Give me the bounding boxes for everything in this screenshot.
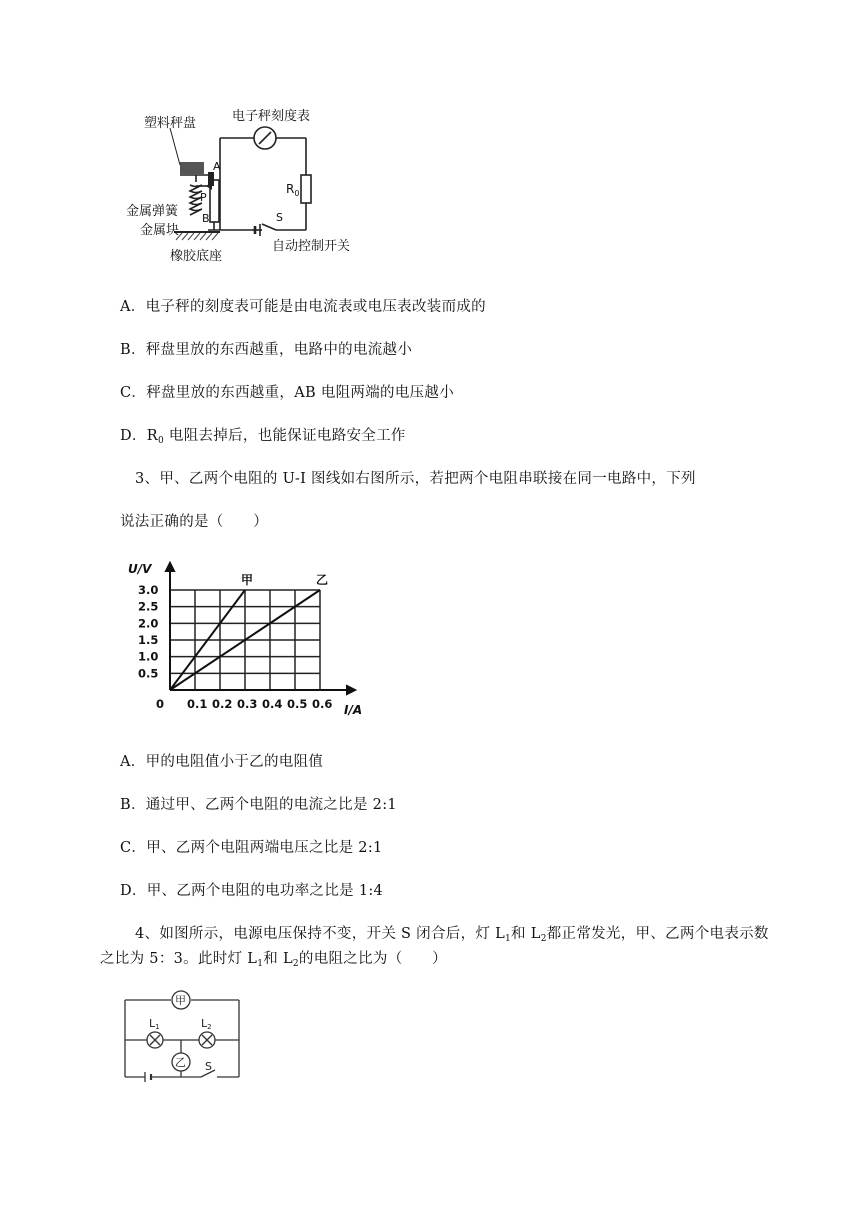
label-meter: 电子秤刻度表 xyxy=(232,109,311,124)
y-tick-label: 1.0 xyxy=(138,649,159,664)
meter-yi-label: 乙 xyxy=(175,1056,186,1069)
y-tick-label: 2.5 xyxy=(138,599,159,614)
q4-stem-line2: 之比为 5：3。此时灯 $L_1$和 $L_2$的电阻之比为（ ） xyxy=(100,951,447,969)
q2-option-d: D．$R_0$ 电阻去掉后，也能保证电路安全工作 xyxy=(120,428,406,446)
label-b: B xyxy=(202,212,210,225)
label-base: 橡胶底座 xyxy=(170,249,223,264)
x-axis-arrow xyxy=(347,686,355,694)
label-a: A xyxy=(213,160,221,173)
resistor-r0 xyxy=(301,175,311,203)
x-axis-label: I/A xyxy=(344,703,363,717)
q4-stem-line1: 4、如图所示，电源电压保持不变，开关 S 闭合后，灯 $L_1$和 $L_2$都正常发光，甲、乙两个电表示数 xyxy=(135,926,769,944)
q3-option-b: B．通过甲、乙两个电阻的电流之比是 2:1 xyxy=(120,797,397,813)
ui-chart xyxy=(120,555,380,725)
x-tick-label: 0.4 xyxy=(262,697,283,711)
lamp-circuit-diagram xyxy=(115,990,255,1090)
x-tick-label: 0.5 xyxy=(287,697,308,711)
label-s: S xyxy=(276,211,283,224)
q2-option-c: C．秤盘里放的东西越重，AB 电阻两端的电压越小 xyxy=(120,385,455,401)
y-tick-label: 2.0 xyxy=(138,616,159,631)
x-tick-label: 0.3 xyxy=(237,697,258,711)
meter-jia-label: 甲 xyxy=(175,994,186,1007)
series-label-1: 乙 xyxy=(316,573,329,587)
label-switch: 自动控制开关 xyxy=(272,239,351,254)
x-tick-label: 0.6 xyxy=(312,697,333,711)
series-label-0: 甲 xyxy=(241,573,254,587)
switch-s-label: S xyxy=(205,1060,212,1073)
label-r0: $R_0$ xyxy=(286,182,300,198)
x-tick-label: 0.2 xyxy=(212,697,233,711)
y-axis-label: U/V xyxy=(128,562,152,576)
lamp-l1-label: L1 xyxy=(149,1017,160,1031)
label-spring: 金属弹簧 xyxy=(126,204,179,219)
q3-stem-line1: 3、甲、乙两个电阻的 U-I 图线如右图所示，若把两个电阻串联接在同一电路中，下列 xyxy=(135,471,696,487)
q3-option-c: C．甲、乙两个电阻两端电压之比是 2:1 xyxy=(120,840,383,856)
y-tick-label: 3.0 xyxy=(138,583,159,597)
q3-option-d: D．甲、乙两个电阻的电功率之比是 1:4 xyxy=(120,883,384,899)
x-tick-label: 0 xyxy=(156,697,165,711)
label-block: 金属块 xyxy=(140,223,180,238)
x-tick-label: 0.1 xyxy=(187,697,208,711)
q2-option-a: A．电子秤的刻度表可能是由电流表或电压表改装而成的 xyxy=(120,299,486,315)
q3-option-a: A．甲的电阻值小于乙的电阻值 xyxy=(120,754,324,770)
q2-option-b: B．秤盘里放的东西越重，电路中的电流越小 xyxy=(120,342,413,358)
label-p: P xyxy=(200,191,207,204)
y-tick-label: 1.5 xyxy=(138,633,159,647)
y-tick-label: 0.5 xyxy=(138,666,159,681)
q3-stem-line2: 说法正确的是（ ） xyxy=(120,514,268,530)
scale-circuit-diagram xyxy=(120,100,370,270)
y-axis-arrow xyxy=(166,563,174,571)
lamp-l2-label: L2 xyxy=(201,1017,212,1031)
label-pan: 塑料秤盘 xyxy=(144,116,197,131)
